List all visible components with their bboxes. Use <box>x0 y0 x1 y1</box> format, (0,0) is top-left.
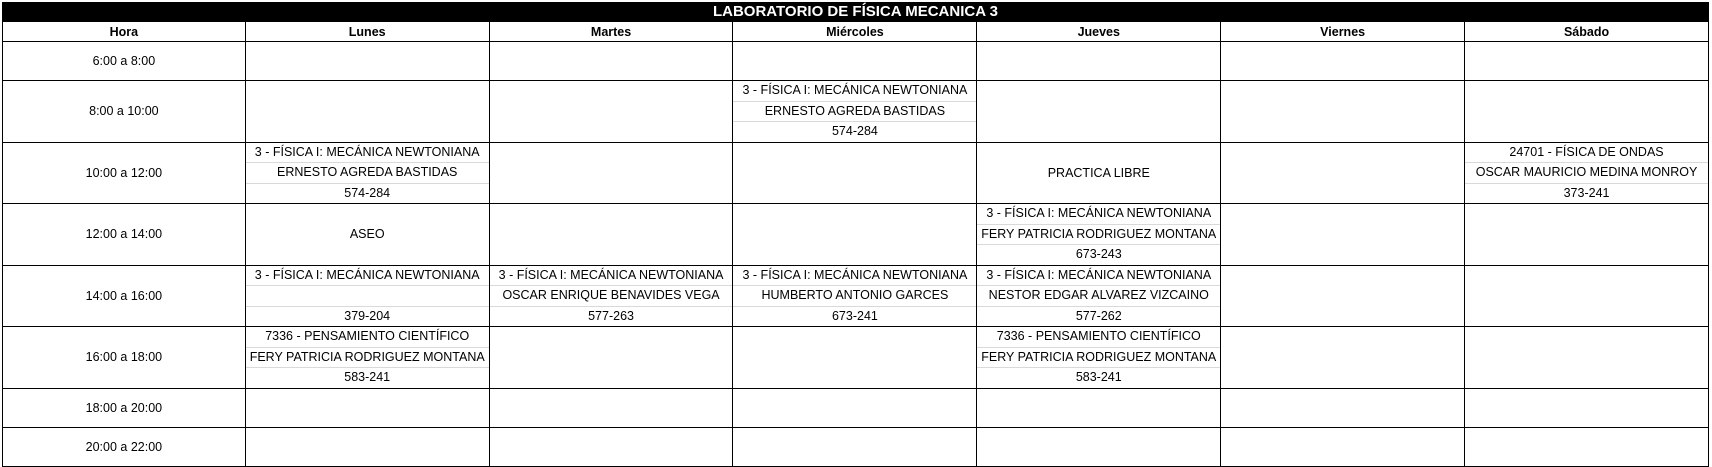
header-sabado: Sábado <box>1465 22 1709 42</box>
hour-cell: 14:00 a 16:00 <box>3 265 246 327</box>
schedule-cell[interactable] <box>733 204 977 266</box>
hour-cell: 16:00 a 18:00 <box>3 327 246 389</box>
course-name: 7336 - PENSAMIENTO CIENTÍFICO <box>977 327 1220 348</box>
schedule-title: LABORATORIO DE FÍSICA MECANICA 3 <box>2 2 1709 22</box>
schedule-cell[interactable] <box>1465 265 1709 327</box>
schedule-cell[interactable] <box>489 204 733 266</box>
schedule-cell[interactable] <box>1221 42 1465 81</box>
schedule-cell[interactable] <box>977 204 1221 266</box>
instructor-name: OSCAR ENRIQUE BENAVIDES VEGA <box>490 286 733 307</box>
table-row <box>3 265 1709 327</box>
class-entry <box>977 266 1220 327</box>
class-entry <box>977 327 1220 388</box>
schedule-cell[interactable] <box>1221 204 1465 266</box>
group-code: 673-243 <box>1075 247 1122 261</box>
schedule-cell[interactable] <box>489 388 733 427</box>
course-name: 3 - FÍSICA I: MECÁNICA NEWTONIANA <box>246 143 489 164</box>
schedule-cell[interactable] <box>245 42 489 81</box>
instructor-name: OSCAR MAURICIO MEDINA MONROY <box>1465 163 1708 184</box>
schedule-cell[interactable] <box>1221 81 1465 143</box>
schedule-cell[interactable] <box>977 142 1221 204</box>
group-code: 577-263 <box>588 308 634 323</box>
schedule-cell[interactable] <box>977 327 1221 389</box>
instructor-name: FERY PATRICIA RODRIGUEZ MONTANA <box>977 348 1220 369</box>
group-code: 673-241 <box>831 308 878 323</box>
schedule-cell[interactable] <box>1465 427 1709 466</box>
schedule-cell[interactable] <box>489 142 733 204</box>
instructor-name: NESTOR EDGAR ALVAREZ VIZCAINO <box>977 286 1220 307</box>
group-code: 373-241 <box>1563 185 1610 200</box>
hour-cell: 18:00 a 20:00 <box>3 388 246 427</box>
instructor-name: ERNESTO AGREDA BASTIDAS <box>733 102 976 123</box>
header-miercoles: Miércoles <box>733 22 977 42</box>
course-name: 3 - FÍSICA I: MECÁNICA NEWTONIANA <box>733 81 976 102</box>
group-code: 583-241 <box>344 370 391 384</box>
course-name: 3 - FÍSICA I: MECÁNICA NEWTONIANA <box>733 266 976 287</box>
schedule-cell[interactable] <box>489 265 733 327</box>
schedule-cell[interactable] <box>733 81 977 143</box>
header-row <box>3 22 1709 42</box>
schedule-cell[interactable] <box>977 42 1221 81</box>
group-code: 574-284 <box>831 124 878 138</box>
hour-cell: 6:00 a 8:00 <box>3 42 246 81</box>
schedule-cell[interactable] <box>733 42 977 81</box>
group-code: 379-204 <box>344 308 391 323</box>
schedule-cell[interactable] <box>1221 388 1465 427</box>
schedule-cell[interactable] <box>489 327 733 389</box>
schedule-table <box>2 22 1709 467</box>
course-name: 3 - FÍSICA I: MECÁNICA NEWTONIANA <box>490 266 733 287</box>
schedule-body <box>3 42 1709 467</box>
schedule-cell[interactable] <box>1221 427 1465 466</box>
group-code: 583-241 <box>1075 370 1122 384</box>
group-code: 574-284 <box>344 185 391 200</box>
schedule-cell[interactable] <box>489 427 733 466</box>
course-name: 3 - FÍSICA I: MECÁNICA NEWTONIANA <box>977 204 1220 225</box>
class-entry <box>246 143 489 204</box>
header-hora: Hora <box>3 22 246 42</box>
course-name: 24701 - FÍSICA DE ONDAS <box>1465 143 1708 164</box>
schedule-cell[interactable] <box>1221 265 1465 327</box>
schedule-cell[interactable] <box>245 427 489 466</box>
class-entry <box>246 266 489 327</box>
header-jueves: Jueves <box>977 22 1221 42</box>
class-entry <box>490 266 733 327</box>
class-entry <box>733 81 976 142</box>
class-entry <box>977 143 1220 204</box>
schedule-cell[interactable] <box>1221 142 1465 204</box>
schedule-cell[interactable] <box>733 265 977 327</box>
class-entry <box>1465 143 1708 204</box>
hour-cell: 10:00 a 12:00 <box>3 142 246 204</box>
schedule-cell[interactable] <box>977 81 1221 143</box>
header-lunes: Lunes <box>245 22 489 42</box>
course-name: 3 - FÍSICA I: MECÁNICA NEWTONIANA <box>977 266 1220 287</box>
schedule-cell[interactable] <box>1465 142 1709 204</box>
schedule-cell[interactable] <box>733 327 977 389</box>
table-row <box>3 42 1709 81</box>
instructor-name: HUMBERTO ANTONIO GARCES <box>733 286 976 307</box>
schedule-cell[interactable] <box>245 265 489 327</box>
table-row <box>3 204 1709 266</box>
schedule-cell[interactable] <box>977 265 1221 327</box>
class-entry <box>977 204 1220 265</box>
schedule-cell[interactable] <box>245 204 489 266</box>
schedule-cell[interactable] <box>733 388 977 427</box>
table-row <box>3 142 1709 204</box>
schedule-cell[interactable] <box>1465 81 1709 143</box>
hour-cell: 12:00 a 14:00 <box>3 204 246 266</box>
schedule-cell[interactable] <box>1465 327 1709 389</box>
table-row <box>3 427 1709 466</box>
table-row <box>3 388 1709 427</box>
instructor-name: FERY PATRICIA RODRIGUEZ MONTANA <box>977 225 1220 246</box>
schedule-cell[interactable] <box>245 327 489 389</box>
cell-note: PRACTICA LIBRE <box>1047 165 1150 180</box>
schedule-sheet <box>2 2 1709 467</box>
table-row <box>3 327 1709 389</box>
hour-cell: 20:00 a 22:00 <box>3 427 246 466</box>
schedule-cell[interactable] <box>1465 42 1709 81</box>
schedule-cell[interactable] <box>733 142 977 204</box>
header-martes: Martes <box>489 22 733 42</box>
table-row <box>3 81 1709 143</box>
instructor-name <box>246 286 489 307</box>
course-name: 7336 - PENSAMIENTO CIENTÍFICO <box>246 327 489 348</box>
schedule-cell[interactable] <box>1465 388 1709 427</box>
class-entry <box>246 204 489 265</box>
instructor-name: FERY PATRICIA RODRIGUEZ MONTANA <box>246 348 489 369</box>
schedule-cell[interactable] <box>245 142 489 204</box>
schedule-cell[interactable] <box>1465 204 1709 266</box>
schedule-cell[interactable] <box>977 427 1221 466</box>
schedule-cell[interactable] <box>489 42 733 81</box>
schedule-cell[interactable] <box>977 388 1221 427</box>
header-viernes: Viernes <box>1221 22 1465 42</box>
schedule-cell[interactable] <box>245 388 489 427</box>
class-entry <box>733 266 976 327</box>
course-name: 3 - FÍSICA I: MECÁNICA NEWTONIANA <box>246 266 489 287</box>
hour-cell: 8:00 a 10:00 <box>3 81 246 143</box>
cell-note: ASEO <box>349 227 385 242</box>
class-entry <box>246 327 489 388</box>
instructor-name: ERNESTO AGREDA BASTIDAS <box>246 163 489 184</box>
schedule-cell[interactable] <box>245 81 489 143</box>
schedule-cell[interactable] <box>1221 327 1465 389</box>
schedule-cell[interactable] <box>489 81 733 143</box>
schedule-cell[interactable] <box>733 427 977 466</box>
group-code: 577-262 <box>1075 308 1122 323</box>
